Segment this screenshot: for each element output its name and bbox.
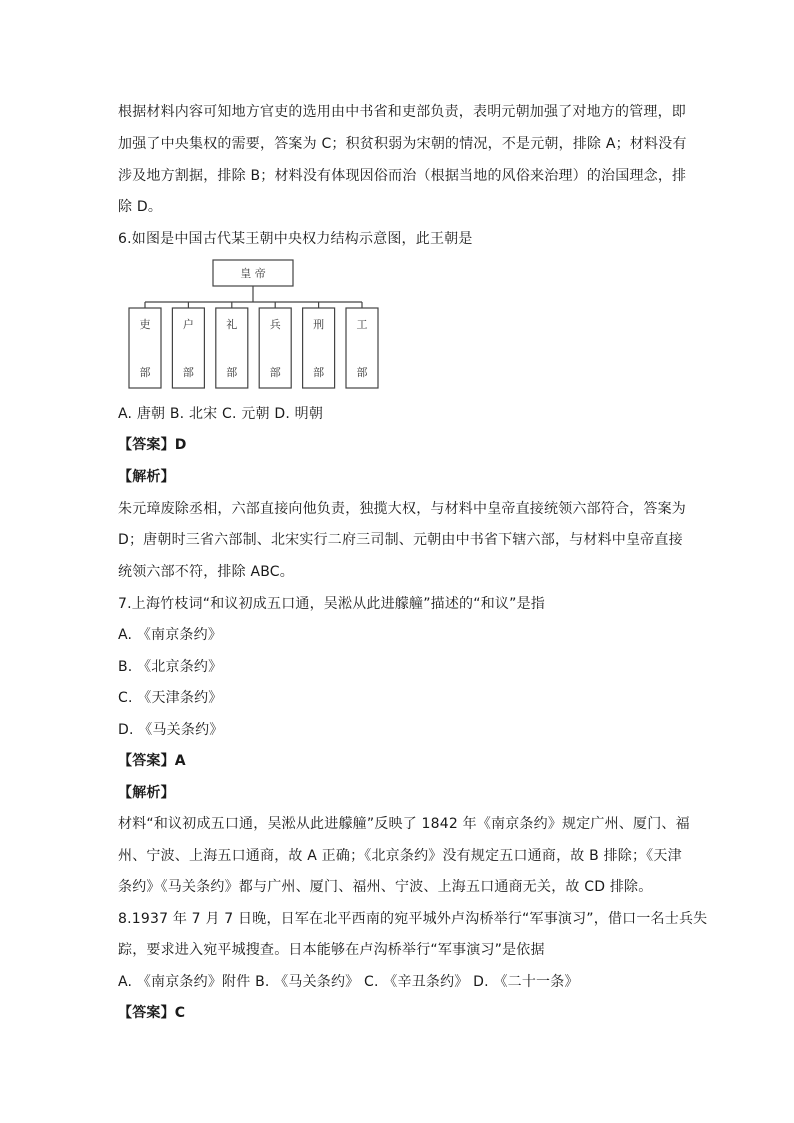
text-line: 条约》《马关条约》都与广州、厦门、福州、宁波、上海五口通商无关，故 CD 排除。: [118, 879, 653, 895]
ministry-label-top: 礼: [226, 318, 238, 331]
ministry-label-bottom: 部: [182, 366, 194, 379]
options-8: A. 《南京条约》附件 B. 《马关条约》 C. 《辛丑条约》 D. 《二十一条》: [118, 974, 579, 990]
answer-8: 【答案】C: [118, 1005, 186, 1021]
analysis-label-7: 【解析】: [118, 785, 175, 801]
answer-6: 【答案】D: [118, 437, 187, 453]
text-line: 材料“和议初成五口通，吴淞从此进艨艟”反映了 1842 年《南京条约》规定广州、厦门、福: [118, 816, 690, 832]
text-line: D；唐朝时三省六部制、北宋实行二府三司制、元朝由中书省下辖六部，与材料中皇帝直接: [118, 532, 683, 548]
text-line: 踪，要求进入宛平城搜查。日本能够在卢沟桥举行“军事演习”是依据: [118, 942, 545, 958]
question-8: 8.1937 年 7 月 7 日晚，日军在北平西南的宛平城外卢沟桥举行“军事演习”，借口一名士兵失: [118, 911, 708, 927]
text-line: 加强了中央集权的需要，答案为 C；积贫积弱为宋朝的情况，不是元朝，排除 A；材料没有: [118, 136, 687, 152]
text-line: 根据材料内容可知地方官吏的选用由中书省和吏部负责，表明元朝加强了对地方的管理，即: [118, 104, 686, 120]
option-7c: C. 《天津条约》: [118, 690, 223, 706]
question-6: 6.如图是中国古代某王朝中央权力结构示意图，此王朝是: [118, 231, 473, 247]
ministry-label-top: 工: [356, 318, 368, 331]
analysis-label-6: 【解析】: [118, 469, 175, 485]
text-line: 除 D。: [118, 199, 163, 215]
ministry-label-bottom: 部: [356, 366, 368, 379]
text-line: 朱元璋废除丞相，六部直接向他负责，独揽大权，与材料中皇帝直接统领六部符合，答案为: [118, 501, 686, 517]
ministry-label-bottom: 部: [226, 366, 238, 379]
option-7d: D. 《马关条约》: [118, 722, 224, 738]
options-6: A. 唐朝 B. 北宋 C. 元朝 D. 明朝: [118, 406, 324, 422]
emperor-label: 皇 帝: [240, 267, 266, 280]
ministry-label-top: 户: [182, 318, 194, 331]
option-7b: B. 《北京条约》: [118, 659, 223, 675]
text-line: 统领六部不符，排除 ABC。: [118, 564, 294, 580]
ministry-label-top: 刑: [313, 318, 325, 331]
ministry-label-bottom: 部: [139, 366, 151, 379]
power-structure-diagram: [128, 258, 382, 390]
ministry-label-top: 吏: [139, 318, 151, 331]
answer-7: 【答案】A: [118, 753, 186, 769]
ministry-label-top: 兵: [269, 318, 281, 331]
ministry-label-bottom: 部: [313, 366, 325, 379]
ministry-label-bottom: 部: [269, 366, 281, 379]
option-7a: A. 《南京条约》: [118, 627, 223, 643]
text-line: 州、宁波、上海五口通商，故 A 正确；《北京条约》没有规定五口通商，故 B 排除；《天津: [118, 848, 682, 864]
text-line: 涉及地方割据，排除 B；材料没有体现因俗而治（根据当地的风俗来治理）的治国理念，排: [118, 168, 687, 184]
question-7: 7.上海竹枝词“和议初成五口通，吴淞从此进艨艟”描述的“和议”是指: [118, 596, 545, 612]
